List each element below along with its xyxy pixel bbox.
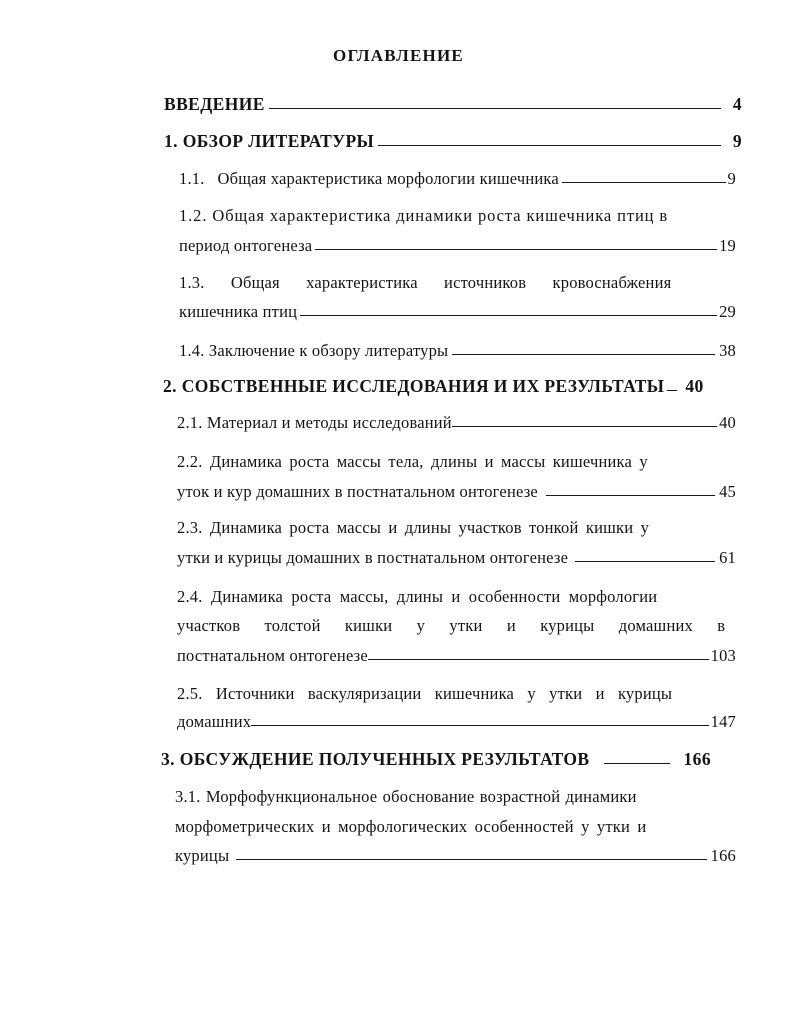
- toc-entry-2-2-line-1: 2.2. Динамика роста массы тела, длины и массы кишечника у: [177, 452, 648, 471]
- toc-entry-text: домашних: [177, 712, 252, 731]
- toc-entry-1-2-line-2: [179, 236, 736, 256]
- toc-entry-text: утки и курицы домашних в постнатальном онтогенезе: [177, 548, 569, 567]
- toc-entry-2-5-line-1: 2.5. Источники васкуляризации кишечника у утки и курицы: [177, 684, 673, 703]
- toc-page-number: 40: [685, 376, 704, 396]
- toc-page-number: 45: [719, 482, 736, 501]
- toc-entry-text: 1. ОБЗОР ЛИТЕРАТУРЫ: [164, 131, 375, 151]
- dot-leader: [251, 725, 708, 726]
- toc-entry-text: 2.1. Материал и методы исследований: [177, 413, 452, 432]
- dot-leader: [315, 249, 717, 250]
- page-title: ОГЛАВЛЕНИЕ: [333, 46, 464, 65]
- toc-entry-text: постнатальном онтогенезе: [177, 646, 368, 665]
- toc-page-number: 147: [710, 712, 736, 731]
- dot-leader: [452, 426, 717, 427]
- toc-entry-text: курицы: [175, 846, 230, 865]
- toc-entry-text: 1.4. Заключение к обзору литературы: [179, 341, 449, 360]
- dot-leader: [269, 108, 721, 109]
- dot-leader: [452, 354, 715, 355]
- toc-entry-text: уток и кур домашних в постнатальном онтогенезе: [177, 482, 538, 501]
- toc-entry-2-4-line-2: участков толстой кишки у утки и курицы домашних в: [177, 616, 726, 635]
- dot-leader: [368, 659, 709, 660]
- toc-entry-chapter-3: [161, 749, 741, 770]
- toc-entry-chapter-1: [164, 131, 742, 152]
- toc-page-number: 166: [710, 846, 736, 865]
- toc-entry-3-1-line-1: 3.1. Морфофункциональное обоснование возрастной динамики: [175, 787, 637, 806]
- toc-entry-chapter-2: [163, 376, 743, 397]
- toc-page-number: 9: [732, 131, 742, 151]
- toc-entry-text: 3. ОБСУЖДЕНИЕ ПОЛУЧЕННЫХ РЕЗУЛЬТАТОВ: [161, 749, 590, 769]
- toc-page-number: 19: [719, 236, 736, 255]
- toc-entry-introduction: [164, 94, 742, 115]
- toc-entry-text: кишечника птиц: [179, 302, 298, 321]
- toc-page-number: 38: [719, 341, 736, 360]
- toc-entry-1-4: [179, 341, 736, 361]
- toc-entry-1-3-line-2: [179, 302, 736, 322]
- toc-entry-2-4-line-3: [177, 646, 736, 666]
- toc-page-number: 103: [710, 646, 736, 665]
- toc-page-number: 9: [727, 169, 736, 188]
- toc-entry-3-1-line-3: [175, 846, 736, 866]
- dot-leader: [546, 495, 715, 496]
- toc-entry-2-3-line-1: 2.3. Динамика роста массы и длины участков тонкой кишки у: [177, 518, 650, 537]
- toc-entry-2-1: [177, 413, 736, 433]
- toc-entry-text: 2. СОБСТВЕННЫЕ ИССЛЕДОВАНИЯ И ИХ РЕЗУЛЬТАТЫ: [163, 376, 665, 396]
- toc-entry-3-1-line-2: морфометрических и морфологических особенностей у утки и: [175, 817, 647, 836]
- toc-entry-text: ВВЕДЕНИЕ: [164, 94, 265, 114]
- dot-leader: [300, 315, 717, 316]
- toc-entry-2-3-line-2: [177, 548, 736, 568]
- toc-entry-1-2-line-1: 1.2. Общая характеристика динамики роста кишечника птиц в: [179, 206, 669, 225]
- toc-entry-text: 1.1. Общая характеристика морфологии кишечника: [179, 169, 559, 188]
- dot-leader: [667, 390, 677, 391]
- toc-entry-2-5-line-2: [177, 712, 736, 732]
- toc-entry-1-1: [179, 169, 736, 189]
- toc-page-number: 166: [683, 749, 711, 769]
- toc-entry-text: период онтогенеза: [179, 236, 313, 255]
- dot-leader: [562, 182, 726, 183]
- dot-leader: [236, 859, 706, 860]
- toc-page-number: 4: [732, 94, 742, 114]
- toc-page-number: 40: [719, 413, 736, 432]
- dot-leader: [575, 561, 715, 562]
- toc-page-number: 29: [719, 302, 736, 321]
- toc-entry-2-2-line-2: [177, 482, 736, 502]
- dot-leader: [604, 763, 670, 764]
- toc-page-number: 61: [719, 548, 736, 567]
- toc-entry-2-4-line-1: 2.4. Динамика роста массы, длины и особенности морфологии: [177, 587, 658, 606]
- toc-entry-1-3-line-1: 1.3. Общая характеристика источников кровоснабжения: [179, 273, 672, 292]
- dot-leader: [378, 145, 721, 146]
